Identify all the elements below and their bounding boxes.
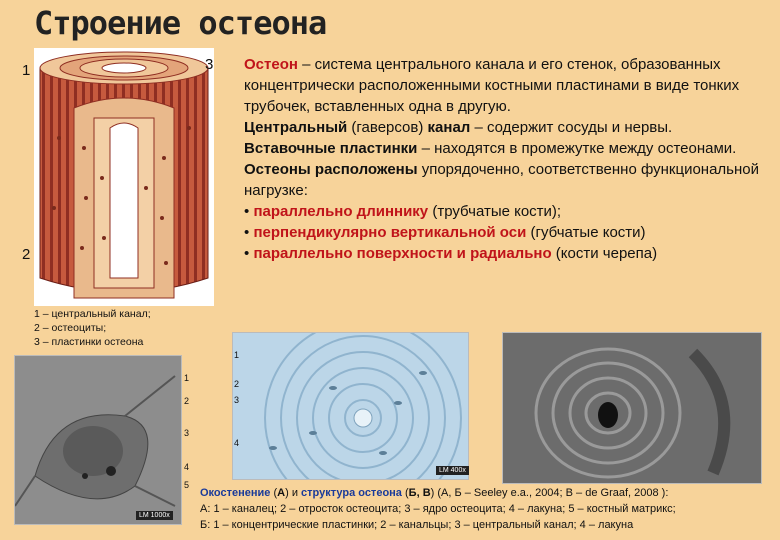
figure-caption — [200, 485, 776, 533]
definition-text: – система центрального канала и его стенок, образованных концентрически расположенными костными пластинами в виде тонких трубочек, вставленных одна в другую. — [244, 56, 740, 115]
scale-label-b: LM 400x — [436, 466, 469, 475]
orientation-term: перпендикулярно вертикальной оси — [253, 224, 527, 241]
term-canal: канал — [427, 119, 471, 136]
orientation-note: (губчатые кости) — [526, 224, 646, 241]
scale-label-a: LM 1000x — [136, 511, 173, 520]
bullet: • — [244, 203, 250, 220]
caption-line-a: А: 1 – каналец; 2 – отросток остеоцита; 3 – ядро остеоцита; 4 – лакуна; 5 – костный матрикс; — [200, 503, 676, 515]
bullet: • — [244, 224, 250, 241]
legend-line: 3 – пластинки остеона — [34, 336, 144, 348]
page-title: Строение остеона — [34, 4, 327, 42]
bullet: • — [244, 245, 250, 262]
legend-line: 1 – центральный канал; — [34, 308, 151, 320]
orientation-note: (кости черепа) — [551, 245, 658, 262]
text: (гаверсов) — [347, 119, 428, 136]
micro-a-label-5: 5 — [184, 480, 190, 490]
micrograph-a — [14, 355, 182, 525]
orientation-term: параллельно длиннику — [253, 203, 429, 220]
definition-text: – находятся в промежутке между остеонами. — [417, 140, 737, 157]
micro-a-label-1: 1 — [184, 373, 190, 383]
caption-term: структура остеона — [301, 487, 402, 499]
osteocyte-micrograph — [15, 356, 181, 524]
micro-a-label-2: 2 — [184, 396, 190, 406]
caption-term: Окостенение — [200, 487, 271, 499]
micro-a-label-3: 3 — [184, 428, 190, 438]
micrograph-b — [232, 332, 469, 480]
micro-a-label-4: 4 — [184, 462, 190, 472]
osteon-label-2: 2 — [22, 246, 31, 263]
term-interstitial: Вставочные пластинки — [244, 140, 418, 157]
micrograph-c — [502, 332, 762, 484]
term-located: расположены — [310, 161, 418, 178]
term-osteon: Остеон — [244, 56, 298, 73]
definition-text: – содержит сосуды и нервы. — [470, 119, 673, 136]
description-text — [244, 54, 770, 264]
caption-source: ) (А, Б – Seeley e.a., 2004; В – de Graaf, 2008 ): — [430, 487, 669, 499]
osteon-cross-section — [233, 333, 468, 479]
osteon-illustration — [34, 48, 214, 306]
caption-line-b: Б: 1 – концентрические пластинки; 2 – канальцы; 3 – центральный канал; 4 – лакуна — [200, 519, 634, 531]
micro-b-label-3: 3 — [234, 395, 240, 405]
term-osteons: Остеоны — [244, 161, 311, 178]
caption-text: ( — [401, 487, 409, 499]
micro-b-label-4: 4 — [234, 438, 240, 448]
caption-ref: Б, В — [408, 487, 431, 499]
orientation-note: (трубчатые кости); — [428, 203, 562, 220]
legend-line: 2 – остеоциты; — [34, 322, 107, 334]
caption-text: ) и — [285, 487, 302, 499]
sem-osteon — [503, 333, 761, 483]
definition-text: упорядоченно, соответственно функциональной нагрузке: — [244, 161, 760, 199]
osteon-diagram — [34, 48, 214, 306]
caption-text: ( — [270, 487, 278, 499]
osteon-label-3: 3 — [205, 56, 214, 73]
term-central: Центральный — [244, 119, 348, 136]
osteon-legend — [34, 307, 151, 349]
caption-ref: А — [277, 487, 286, 499]
micro-b-label-1: 1 — [234, 350, 240, 360]
osteon-label-1: 1 — [22, 62, 31, 79]
micro-b-label-2: 2 — [234, 379, 240, 389]
orientation-term: параллельно поверхности и радиально — [253, 245, 552, 262]
